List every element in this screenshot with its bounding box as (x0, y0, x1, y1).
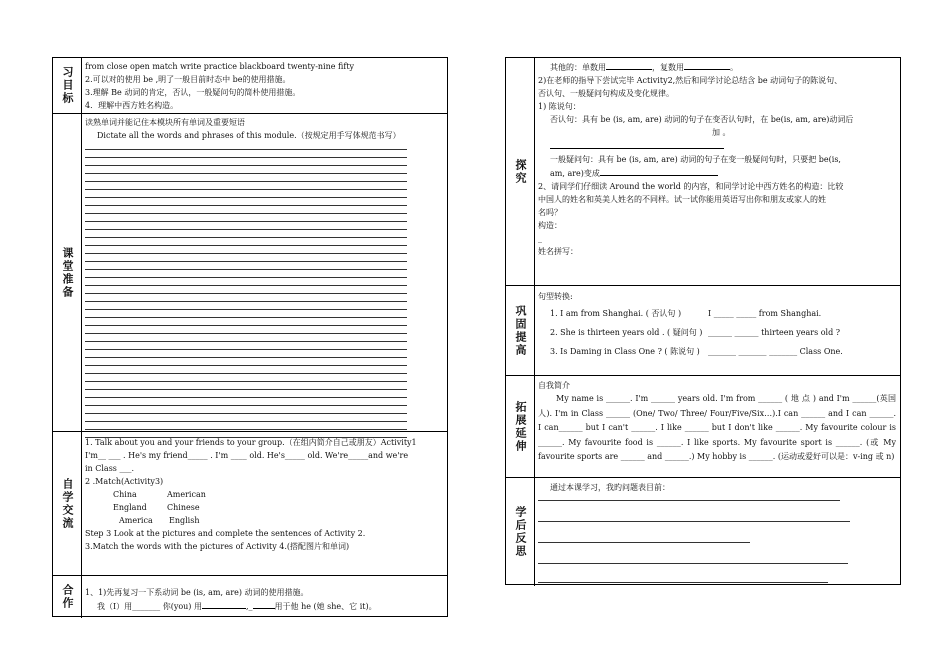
consolidate-title: 句型转换: (538, 292, 573, 301)
coop-line-2: 我（I）用_______ 你(you) 用 ,_ 用于他 he (她 she、它 it)。 (85, 599, 443, 613)
match-pair-2: England Chinese (113, 503, 200, 512)
explore-blank-1 (538, 139, 896, 153)
selfstudy-line-3: in Class ___. (85, 464, 134, 473)
explore-line-12: 构造： (538, 221, 562, 230)
explore-row (506, 58, 900, 286)
right-worksheet-table (505, 57, 901, 585)
left-worksheet-table (52, 57, 448, 617)
selfstudy-line-2: I'm__ ___ . He's my friend_____ . I'm ____ old. He's_____ old. We're_____and we're (85, 451, 409, 460)
consolidate-label: 巩固提高 (514, 304, 527, 357)
explore-line-4: 1) 陈说句： (538, 102, 581, 111)
selfstudy-label: 自学交流 (61, 477, 74, 530)
goals-line-3: 3.理解 Be 动词的肯定，否认，一般疑问句的简朴使用措施。 (85, 88, 301, 97)
prep-row (53, 114, 447, 432)
consolidate-item-1: 1. I am from Shanghai. ( 否认句 ) I _____ _____ from Shanghai. (550, 309, 822, 318)
explore-line-10: 中国人的姓名和英美人姓名的不同样。试一试你能用英语写出你和朋友或家人的姓 (538, 195, 826, 204)
goals-line-1: from close open match write practice blackboard twenty-nine fifty (85, 62, 355, 71)
selfstudy-line-6: 3.Match the words with the pictures of Activity 4.(搭配图片和单词) (85, 542, 350, 551)
extend-label: 拓展延伸 (514, 400, 527, 453)
explore-line-1: 其他的：单数用 ，复数用 。 (538, 60, 896, 74)
goals-line-2: 2.可以对的使用 be ,明了一般目前时态中 be的使用措施。 (85, 75, 291, 84)
consolidate-row (506, 286, 900, 376)
explore-line-8: am, are)变成 (538, 166, 896, 180)
prep-line-1: 读熟单词并能记住本模块所有单词及重要短语 (85, 118, 245, 127)
explore-line-2: 2)在老师的指导下尝试完毕 Activity2,然后和同学讨论总结含 be 动词句子的陈说句、 (538, 76, 843, 85)
reflect-row (506, 478, 900, 586)
extend-row (506, 376, 900, 478)
coop-line-1: 1、1)先再复习一下系动词 be (is, am, are) 动词的使用措施。 (85, 588, 309, 597)
explore-line-9: 2、请同学们仔细读 Around the world 的内容，和同学讨论中西方姓名的构造：比较 (538, 182, 844, 191)
reflect-line-1 (538, 494, 840, 501)
explore-label: 探究 (514, 158, 527, 185)
explore-line-5: 否认句：具有 be (is, am, are) 动词的句子在变否认句时，在 be(is, am, are)动词后 (550, 115, 854, 124)
explore-line-14: 姓名拼写： (538, 247, 578, 256)
consolidate-item-2: 2. She is thirteen years old . ( 疑问句 ) ______ ______ thirteen years old ? (550, 328, 841, 337)
selfstudy-line-4: 2 .Match(Activity3) (85, 477, 164, 486)
handwriting-lines (85, 142, 407, 438)
consolidate-item-3: 3. Is Daming in Class One ? ( 陈说句 ) _______ _______ _______ Class One. (550, 347, 843, 356)
reflect-line-5 (538, 564, 828, 583)
reflect-line-2 (538, 501, 850, 522)
explore-line-11: 名吗？ (538, 208, 562, 217)
explore-line-6: 加 。 (712, 128, 731, 137)
reflect-label: 学后反思 (514, 506, 527, 558)
coop-row (53, 576, 447, 618)
selfstudy-line-1: 1. Talk about you and your friends to your group.（在组内简介自己或朋友）Activity1 (85, 438, 417, 447)
match-pair-3: America English (119, 516, 200, 525)
prep-label: 课堂准备 (61, 246, 74, 299)
prep-line-2: Dictate all the words and phrases of this module.（按规定用手写体规范书写） (97, 131, 401, 140)
explore-line-3: 否认句、一般疑问句构成及变化规律。 (538, 89, 674, 98)
reflect-line-3 (538, 522, 750, 543)
extend-text: My name is ______. I'm ______ years old. I'm from ______ ( 地 点 ) and I'm ______(英国人). I'm in Class ______ (One/ Two/ Three/ Four/Five/Six…).I can ______ and I can ______. I can______ but I can't ______. I like ______ but I don't like ______. My favourite colour is ______. My favourite food is ______. I like sports. My favourite sport is ______. (或 My favourite sports are ______ and ______.) My hobby is ______. (运动或爱好可以是：v-ing 或 n) (538, 394, 896, 461)
goals-row (53, 58, 447, 114)
match-pair-1: China American (113, 490, 206, 499)
coop-label: 合作 (61, 584, 74, 610)
goals-label: 习目标 (61, 66, 74, 105)
goals-line-4: 4．理解中西方姓名构造。 (85, 101, 179, 110)
selfstudy-line-5: Step 3 Look at the pictures and complete the sentences of Activity 2. (85, 529, 366, 538)
selfstudy-row (53, 432, 447, 576)
explore-line-7: 一般疑问句：具有 be (is, am, are) 动词的句子在变一般疑问句时，只要把 be(is, (550, 155, 841, 164)
reflect-line-4 (538, 543, 848, 564)
explore-line-13: _ (538, 234, 542, 243)
reflect-title: 通过本课学习，我旳问题表目前： (550, 483, 670, 492)
extend-title: 自我简介 (538, 381, 570, 390)
